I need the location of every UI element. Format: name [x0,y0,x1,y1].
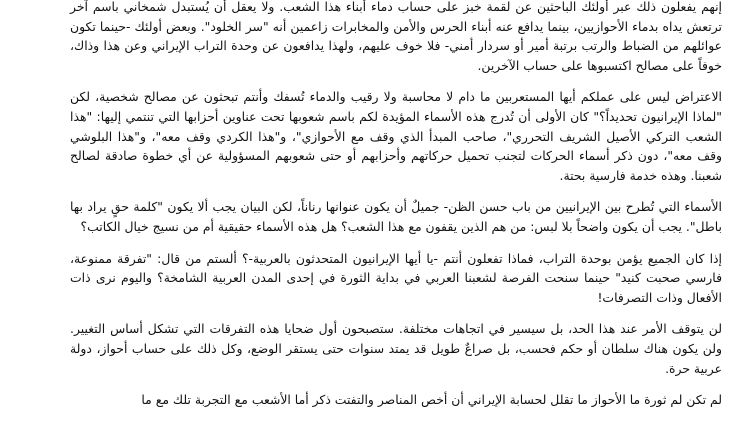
paragraph-2: الاعتراض ليس على عملكم أيها المستعربين ما دام لا محاسبة ولا رقيب والدماء تُسفك وأنتم تبحثون عن مصالح شخصية، لكن "لماذا الإيرانيون تحديداً؟" كان الأولى أن تُدرج هذه الأسماء المؤيدة لكم باسم شعوبها تحت عناوين أحزابها التي تنتمي إليها: "هذا الشعب التركي الأصيل الشريف التحرري"، صاحب المبدأ الذي وقف مع الأحوازي"، و"هذا الكردي وقف معه"، و"هذا البلوشي وقف معه"، دون ذكر أسماء الحركات لتجنب تحميل حركاتهم وأحزابهم أو حتى شعوبهم المسؤولية عن أي خطوة صادقة لصالح شعبنا. وهذه خدمة فارسية بحتة. [70,89,722,183]
article-body [70,0,722,410]
paragraph-5: لن يتوقف الأمر عند هذا الحد، بل سيسير في اتجاهات مختلفة. ستصبحون أول ضحايا هذه التفرقات التي تشكل أساس التغيير. ولن يكون هناك سلطان أو حكم فحسب، بل صراعٌ طويل قد يمتد سنوات حتى يستقر الوضع، وكل ذلك على حساب أحواز، دولة عربية حرة. [70,321,722,376]
paragraph-6-partial: لم تكن لم ثورة ما الأحواز ما تقلل لحسابة الإيراني أن أخص المناصر والتفتت ذكر أما الأشعب مع التجربة تلك مع ما [141,392,722,408]
paragraph-4: إذا كان الجميع يؤمن بوحدة التراب، فماذا تفعلون أنتم -يا أيها الإيرانيون المتحدثون بالعربية-؟ ألستم من قال: "تفرقة ممنوعة، فارسي صحبت كنيد" حينما سنحت الفرصة لشعبنا العربي في بداية الثورة في إحدى المدن العربية الشامخة؟ واليوم نرى ذات الأفعال وذات التصرفات! [70,250,722,305]
paragraph-1: إنهم يفعلون ذلك عبر أولئك الباحثين عن لقمة خبز على حساب دماء أبناء هذا الشعب. ولا يعقل أن يُستبدل شمخاني باسم آخر ترتعش يداه بدماء الأحوازيين، بينما يدافع عنه أبناء الحرس والأمن والمخابرات زاعمين أنه "سر الخلود". وبعض أولئك -حينما تكون عوائلهم من الضباط والرتب برتبة أمير أو سردار أمني- فلا خوف عليهم، ولهذا يدافعون عن وحدة التراب الإيراني وعن هذا وذاك، خوفاً على مصالح اكتسبوها على حساب الآخرين. [70,0,722,73]
paragraph-3: الأسماء التي تُطرح بين الإيرانيين من باب حسن الظن- جميلٌ أن يكون عنوانها رناناً، لكن البيان يجب ألا يكون "كلمة حقٍ يراد بها باطل". يجب أن يكون واضحاً بلا لبس: من هم الذين يقفون مع هذا الشعب؟ هل هذه الأسماء حقيقية أم من نسيج خيال الكاتب؟ [70,199,722,234]
